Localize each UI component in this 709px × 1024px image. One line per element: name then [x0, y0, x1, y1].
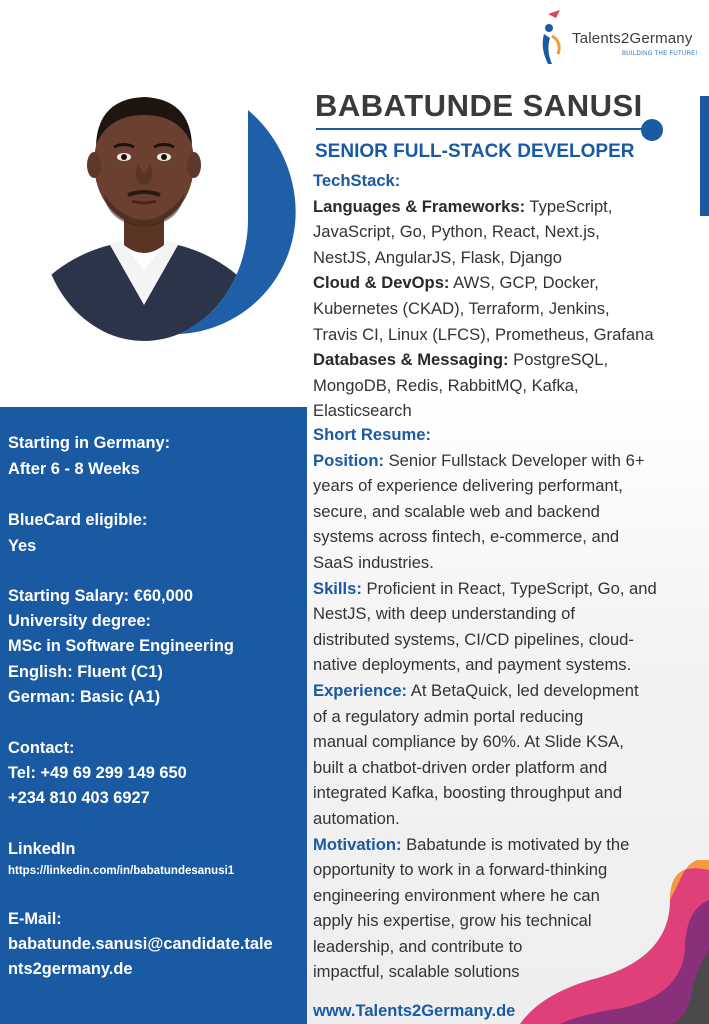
position-line-1	[313, 448, 703, 474]
experience-text-1: At BetaQuick, led development	[407, 680, 639, 700]
languages-text-1: TypeScript,	[525, 196, 613, 216]
experience-label: Experience:	[313, 680, 408, 700]
bluecard-value: Yes	[8, 537, 37, 555]
db-line-2: MongoDB, Redis, RabbitMQ, Kafka,	[313, 375, 579, 395]
experience-line-2: of a regulatory admin portal reducing	[313, 706, 584, 726]
cloud-text-1: AWS, GCP, Docker,	[449, 273, 599, 293]
cloud-line-1	[313, 270, 703, 296]
position-label: Position:	[313, 450, 384, 470]
english-level: English: Fluent (C1)	[8, 663, 163, 681]
start-label: Starting in Germany:	[8, 434, 171, 452]
techstack-section	[313, 168, 703, 424]
skills-line-3: distributed systems, CI/CD pipelines, cloud-	[313, 629, 634, 649]
salary-text: Starting Salary: €60,000	[8, 587, 193, 605]
db-label: Databases & Messaging:	[313, 350, 509, 370]
phone-1[interactable]: Tel: +49 69 299 149 650	[8, 764, 187, 782]
candidate-photo	[40, 55, 248, 341]
skills-line-2: NestJS, with deep understanding of	[313, 604, 575, 624]
phone-2[interactable]: +234 810 403 6927	[8, 789, 150, 807]
talents2germany-logo	[538, 8, 706, 66]
cloud-line-3: Travis CI, Linux (LFCS), Prometheus, Grafana	[313, 324, 654, 344]
name-underline	[316, 128, 646, 130]
email-label: E-Mail:	[8, 910, 62, 928]
skills-line-4: native deployments, and payment systems.	[313, 655, 632, 675]
experience-line-5: integrated Kafka, boosting throughput and	[313, 783, 623, 803]
logo-tagline: BUILDING THE FUTURE!	[622, 51, 698, 57]
start-value: After 6 - 8 Weeks	[8, 460, 140, 478]
motivation-line-5: leadership, and contribute to	[313, 936, 523, 956]
position-line-2: years of experience delivering performant,	[313, 476, 623, 496]
languages-line-2: JavaScript, Go, Python, React, Next.js,	[313, 222, 600, 242]
experience-line-3: manual compliance by 60%. At Slide KSA,	[313, 732, 624, 752]
name-underline-dot	[641, 119, 663, 141]
db-line-1	[313, 347, 703, 373]
german-level: German: Basic (A1)	[8, 688, 161, 706]
candidate-name: BABATUNDE SANUSI	[315, 88, 643, 123]
skills-line-1	[313, 576, 703, 602]
languages-label: Languages & Frameworks:	[313, 196, 526, 216]
corner-wave-decoration	[520, 860, 709, 1024]
languages-line-3: NestJS, AngularJS, Flask, Django	[313, 247, 563, 267]
linkedin-label: LinkedIn	[8, 840, 76, 858]
candidate-role: SENIOR FULL-STACK DEVELOPER	[315, 141, 635, 162]
website-link[interactable]: www.Talents2Germany.de	[313, 1002, 516, 1020]
position-line-3: secure, and scalable web and backend	[313, 501, 600, 521]
motivation-line-1	[313, 832, 703, 858]
cloud-label: Cloud & DevOps:	[313, 273, 450, 293]
cloud-line-2: Kubernetes (CKAD), Terraform, Jenkins,	[313, 298, 610, 318]
motivation-text-1: Babatunde is motivated by the	[401, 834, 630, 854]
degree-label: University degree:	[8, 612, 152, 630]
motivation-line-3: engineering environment where he can	[313, 885, 600, 905]
position-line-4: systems across fintech, e-commerce, and	[313, 527, 620, 547]
linkedin-link[interactable]: https://linkedin.com/in/babatundesanusi1	[8, 865, 235, 877]
email-line-2[interactable]: nts2germany.de	[8, 960, 133, 978]
contact-label: Contact:	[8, 739, 75, 757]
logo-wordmark: Talents2Germany	[572, 30, 693, 47]
skills-label: Skills:	[313, 578, 362, 598]
languages-line-1	[313, 194, 703, 220]
position-text-1: Senior Fullstack Developer with 6+	[383, 450, 645, 470]
position-line-5: SaaS industries.	[313, 552, 434, 572]
skills-text-1: Proficient in React, TypeScript, Go, and	[361, 578, 657, 598]
motivation-label: Motivation:	[313, 834, 402, 854]
email-line-1[interactable]: babatunde.sanusi@candidate.tale	[8, 935, 273, 953]
techstack-heading: TechStack:	[313, 171, 401, 190]
db-line-3: Elasticsearch	[313, 401, 412, 421]
motivation-line-2: opportunity to work in a forward-thinking	[313, 860, 608, 880]
motivation-line-6: impactful, scalable solutions	[313, 962, 520, 982]
experience-line-4: built a chatbot-driven order platform and	[313, 757, 608, 777]
experience-line-6: automation.	[313, 808, 400, 828]
logo-figure-icon	[538, 8, 572, 66]
db-text-1: PostgreSQL,	[508, 350, 609, 370]
motivation-line-4: apply his expertise, grow his technical	[313, 911, 592, 931]
resume-heading: Short Resume:	[313, 425, 432, 444]
experience-line-1	[313, 678, 703, 704]
bluecard-label: BlueCard eligible:	[8, 511, 148, 529]
degree-value: MSc in Software Engineering	[8, 637, 234, 655]
